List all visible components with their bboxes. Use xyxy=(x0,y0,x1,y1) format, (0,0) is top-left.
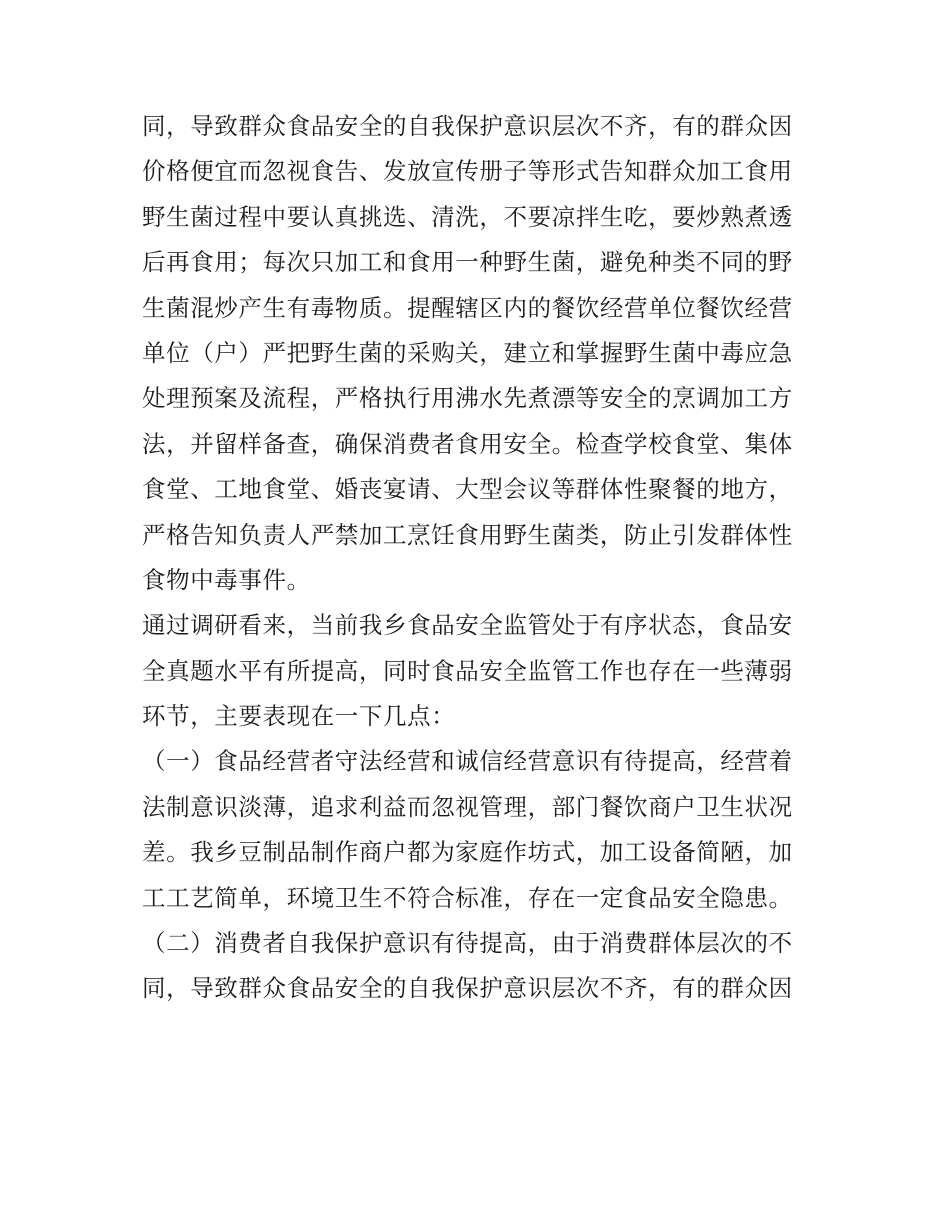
body-text xyxy=(142,104,818,1012)
text-line: （一）食品经营者守法经营和诚信经营意识有待提高，经营着 xyxy=(142,747,793,776)
text-line: 单位（户）严把野生菌的采购关，建立和掌握野生菌中毒应急 xyxy=(142,338,793,367)
text-line: 同，导致群众食品安全的自我保护意识层次不齐，有的群众因 xyxy=(142,112,793,140)
text-line: 同，导致群众食品安全的自我保护意识层次不齐，有的群众因 xyxy=(142,974,793,1003)
text-line: 差。我乡豆制品制作商户都为家庭作坊式，加工设备简陋，加 xyxy=(142,838,793,867)
text-line: 工工艺简单，环境卫生不符合标准，存在一定食品安全隐患。 xyxy=(142,883,793,912)
text-line: 生菌混炒产生有毒物质。提醒辖区内的餐饮经营单位餐饮经营 xyxy=(142,293,793,322)
text-line: 法，并留样备查，确保消费者食用安全。检查学校食堂、集体 xyxy=(142,429,793,458)
text-line: 全真题水平有所提高，同时食品安全监管工作也存在一些薄弱 xyxy=(142,656,793,685)
text-line: 法制意识淡薄，追求利益而忽视管理，部门餐饮商户卫生状况 xyxy=(142,792,793,821)
text-line: 处理预案及流程，严格执行用沸水先煮漂等安全的烹调加工方 xyxy=(142,384,793,413)
text-line: 通过调研看来，当前我乡食品安全监管处于有序状态，食品安 xyxy=(142,611,793,640)
text-line: 食堂、工地食堂、婚丧宴请、大型会议等群体性聚餐的地方， xyxy=(142,475,793,504)
text-line: 后再食用；每次只加工和食用一种野生菌，避免种类不同的野 xyxy=(142,248,793,277)
text-line: 环节，主要表现在一下几点： xyxy=(142,702,456,731)
text-line: （二）消费者自我保护意识有待提高，由于消费群体层次的不 xyxy=(142,929,793,958)
text-line: 食物中毒事件。 xyxy=(142,565,311,594)
text-line: 野生菌过程中要认真挑选、清洗，不要凉拌生吃，要炒熟煮透 xyxy=(142,202,793,231)
text-line: 价格便宜而忽视食告、发放宣传册子等形式告知群众加工食用 xyxy=(142,157,793,186)
text-line: 严格告知负责人严禁加工烹饪食用野生菌类，防止引发群体性 xyxy=(142,520,793,549)
